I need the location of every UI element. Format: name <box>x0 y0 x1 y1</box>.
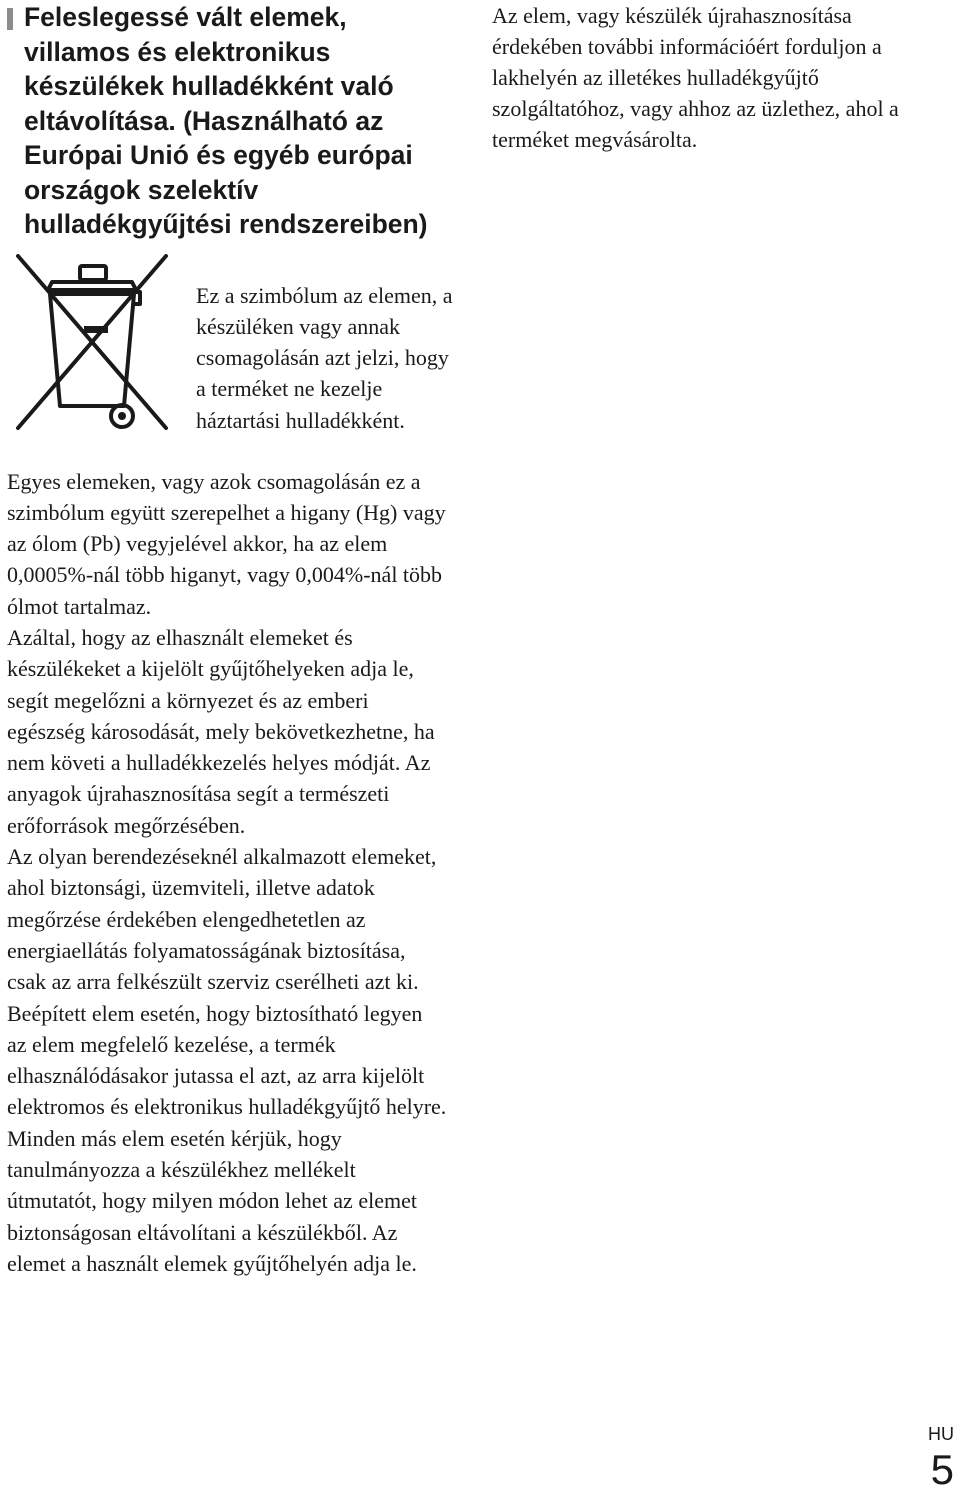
section-heading-text: Feleslegessé vált elemek, villamos és elektronikus készülékek hulladékként való eltávolítása. (Használható az Európai Unió és egyéb európai országok szelektív hulladékgyűjtési rendszereiben) <box>24 2 428 239</box>
symbol-caption: Ez a szimbólum az elemen, a készüléken vagy annak csomagolásán azt jelzi, hogy a terméket ne kezelje háztartási hulladékként. <box>196 282 453 433</box>
paragraph-other-batteries: Minden más elem esetén kérjük, hogy tanulmányozza a készülékhez mellékelt útmutatót, hogy milyen módon lehet az elemet biztonságosan eltávolítani a készülékből. Az elemet a használt elemek gyűjtőhelyén adja le. <box>7 1125 417 1276</box>
page-marker <box>928 1424 954 1492</box>
page-number: 5 <box>930 1446 954 1493</box>
paragraph-environment: Azáltal, hogy az elhasznált elemeket és készülékeket a kijelölt gyűjtőhelyeken adja le, segít megelőzni a környezet és az emberi egészség károsodását, mely bekövetkezhetne, ha nem követi a hulladékkezelés helyes módját. Az anyagok újrahasznosítása segít a természeti erőforrások megőrzésében. <box>7 624 435 838</box>
section-heading <box>7 0 447 242</box>
symbol-block <box>7 258 453 466</box>
crossed-out-wheelie-bin-icon <box>0 250 180 440</box>
language-code: HU <box>928 1424 954 1444</box>
heading-marker-bar <box>7 8 13 30</box>
right-column <box>492 0 942 155</box>
left-column <box>7 0 453 1279</box>
paragraph-mercury-lead: Egyes elemeken, vagy azok csomagolásán ez a szimbólum együtt szerepelhet a higany (Hg) vagy az ólom (Pb) vegyjelével akkor, ha az elem 0,0005%-nál több higanyt, vagy 0,004%-nál több ólmot tartalmaz. <box>7 468 446 619</box>
paragraph-recycling-info: Az elem, vagy készülék újrahasznosítása érdekében további információért forduljon a lakhelyén az illetékes hulladékgyűjtő szolgáltatóhoz, vagy ahhoz az üzlethez, ahol a terméket megvásárolta. <box>492 3 899 152</box>
paragraph-built-in-battery: Beépített elem esetén, hogy biztosítható legyen az elem megfelelő kezelése, a termék elhasználódásakor jutassa el azt, az arra kijelölt elektromos és elektronikus hulladékgyűjtő helyre. <box>7 1000 447 1120</box>
paragraph-service-replacement: Az olyan berendezéseknél alkalmazott elemeket, ahol biztonsági, üzemviteli, illetve adatok megőrzése érdekében elengedhetetlen az energiaellátás folyamatosságának biztosítása, csak az arra felkészült szerviz cserélheti azt ki. <box>7 844 437 995</box>
